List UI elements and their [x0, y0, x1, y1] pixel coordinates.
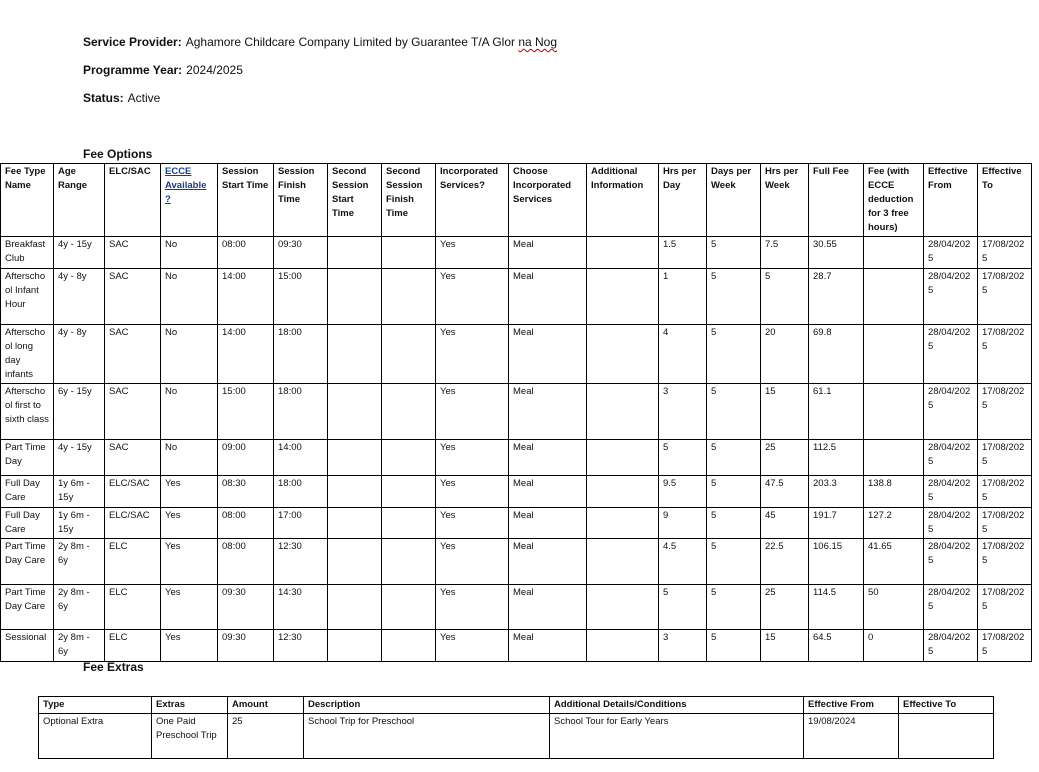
fee-options-cell [864, 384, 924, 440]
fee-options-cell: Meal [509, 585, 587, 630]
fee-options-column-header: Additional Information [587, 164, 659, 237]
fee-options-cell: 14:30 [274, 585, 328, 630]
fee-options-cell [382, 440, 436, 476]
fee-options-cell: 17/08/2025 [978, 476, 1032, 508]
fee-options-column-header: Second Session Finish Time [382, 164, 436, 237]
fee-options-cell: 2y 8m - 6y [54, 585, 105, 630]
fee-options-title: Fee Options [83, 147, 153, 161]
fee-options-cell [587, 476, 659, 508]
fee-options-cell: 14:00 [218, 325, 274, 384]
fee-options-cell: 28/04/2025 [924, 384, 978, 440]
fee-options-cell: 08:00 [218, 539, 274, 585]
fee-options-cell: Yes [161, 508, 218, 539]
fee-options-cell: 106.15 [809, 539, 864, 585]
fee-options-cell: SAC [105, 440, 161, 476]
fee-options-cell: Meal [509, 476, 587, 508]
fee-options-cell: SAC [105, 237, 161, 269]
fee-options-cell: 5 [707, 630, 761, 662]
programme-year-label: Programme Year: [83, 63, 183, 77]
fee-options-column-header: Hrs per Week [761, 164, 809, 237]
fee-options-cell [328, 476, 382, 508]
fee-options-cell: 41.65 [864, 539, 924, 585]
fee-options-column-header: Session Start Time [218, 164, 274, 237]
fee-options-cell: 17/08/2025 [978, 269, 1032, 325]
fee-options-cell: 2y 8m - 6y [54, 630, 105, 662]
fee-options-cell: ELC/SAC [105, 508, 161, 539]
fee-options-cell: Full Day Care [1, 476, 54, 508]
fee-options-cell: 127.2 [864, 508, 924, 539]
fee-options-header-row [1, 164, 1032, 237]
fee-options-cell: Meal [509, 325, 587, 384]
fee-options-column-header: Hrs per Day [659, 164, 707, 237]
fee-options-cell: 17/08/2025 [978, 440, 1032, 476]
fee-options-cell [864, 440, 924, 476]
fee-options-cell: Meal [509, 440, 587, 476]
fee-options-cell: 5 [707, 585, 761, 630]
fee-extras-cell [899, 714, 994, 759]
fee-options-cell: 9 [659, 508, 707, 539]
fee-options-cell: Yes [161, 585, 218, 630]
fee-extras-cell: Optional Extra [39, 714, 152, 759]
fee-options-cell: No [161, 237, 218, 269]
fee-options-cell [328, 585, 382, 630]
fee-extras-cell: One Paid Preschool Trip [152, 714, 228, 759]
fee-extras-row [39, 714, 994, 759]
status-line [83, 91, 160, 105]
fee-options-cell: Yes [436, 585, 509, 630]
fee-options-cell [587, 269, 659, 325]
fee-options-cell [382, 269, 436, 325]
fee-options-row [1, 440, 1032, 476]
fee-options-cell: 5 [707, 508, 761, 539]
fee-options-cell [382, 630, 436, 662]
fee-options-cell: Yes [436, 476, 509, 508]
fee-options-cell: 5 [707, 539, 761, 585]
fee-options-cell: Yes [161, 539, 218, 585]
fee-options-cell: 5 [761, 269, 809, 325]
programme-year-value: 2024/2025 [186, 63, 243, 77]
fee-options-cell: 5 [659, 585, 707, 630]
fee-options-cell: 7.5 [761, 237, 809, 269]
fee-options-cell: Meal [509, 269, 587, 325]
fee-options-cell: ELC [105, 585, 161, 630]
fee-options-cell: Part Time Day [1, 440, 54, 476]
fee-options-cell: 28/04/2025 [924, 269, 978, 325]
fee-options-cell: 114.5 [809, 585, 864, 630]
fee-options-cell: 09:30 [218, 585, 274, 630]
fee-options-cell: 47.5 [761, 476, 809, 508]
fee-options-cell: 28/04/2025 [924, 325, 978, 384]
fee-options-cell [587, 440, 659, 476]
fee-options-cell: Part Time Day Care [1, 585, 54, 630]
fee-options-row [1, 539, 1032, 585]
programme-year-line [83, 63, 243, 77]
fee-options-cell: 17/08/2025 [978, 325, 1032, 384]
fee-options-cell: Meal [509, 539, 587, 585]
fee-options-cell: Full Day Care [1, 508, 54, 539]
fee-options-cell [328, 237, 382, 269]
fee-options-cell: 18:00 [274, 325, 328, 384]
fee-options-cell: Afterschool long day infants [1, 325, 54, 384]
fee-options-cell: Yes [436, 325, 509, 384]
fee-options-row [1, 269, 1032, 325]
fee-options-cell: 5 [707, 440, 761, 476]
fee-options-cell: 1y 6m - 15y [54, 508, 105, 539]
fee-options-cell: Yes [161, 476, 218, 508]
fee-options-cell: 17/08/2025 [978, 585, 1032, 630]
fee-options-cell: 1 [659, 269, 707, 325]
fee-options-cell: 28/04/2025 [924, 539, 978, 585]
fee-options-row [1, 384, 1032, 440]
fee-options-cell [328, 325, 382, 384]
fee-options-column-header: ECCE Available ? [161, 164, 218, 237]
fee-options-cell [328, 440, 382, 476]
fee-options-cell: 4y - 15y [54, 237, 105, 269]
fee-options-cell: Meal [509, 630, 587, 662]
fee-options-cell: SAC [105, 325, 161, 384]
fee-options-cell: 15:00 [274, 269, 328, 325]
fee-options-cell: Meal [509, 384, 587, 440]
fee-options-cell: 9.5 [659, 476, 707, 508]
fee-extras-cell: 25 [228, 714, 304, 759]
fee-options-cell [382, 237, 436, 269]
fee-options-cell: 17/08/2025 [978, 539, 1032, 585]
fee-extras-column-header: Effective From [804, 697, 899, 714]
fee-options-cell: 5 [707, 237, 761, 269]
fee-options-column-header: Age Range [54, 164, 105, 237]
fee-options-column-header: Days per Week [707, 164, 761, 237]
fee-options-cell: 4y - 8y [54, 325, 105, 384]
fee-options-cell: 1y 6m - 15y [54, 476, 105, 508]
fee-options-cell [864, 269, 924, 325]
fee-options-column-header: Session Finish Time [274, 164, 328, 237]
fee-extras-cell: School Trip for Preschool [304, 714, 550, 759]
fee-options-cell: 15:00 [218, 384, 274, 440]
fee-options-cell: Afterschool Infant Hour [1, 269, 54, 325]
fee-options-cell: 17/08/2025 [978, 384, 1032, 440]
fee-options-cell: 5 [707, 325, 761, 384]
fee-options-row [1, 630, 1032, 662]
fee-options-cell [587, 585, 659, 630]
fee-extras-column-header: Additional Details/Conditions [550, 697, 804, 714]
fee-options-cell: 5 [707, 384, 761, 440]
fee-extras-column-header: Description [304, 697, 550, 714]
fee-options-cell: 17/08/2025 [978, 630, 1032, 662]
fee-options-column-header: Second Session Start Time [328, 164, 382, 237]
fee-options-cell: 5 [659, 440, 707, 476]
fee-options-cell: 28/04/2025 [924, 585, 978, 630]
fee-options-cell [864, 325, 924, 384]
fee-options-column-header: Effective From [924, 164, 978, 237]
fee-options-cell [587, 508, 659, 539]
fee-options-cell: Meal [509, 237, 587, 269]
fee-options-cell [382, 508, 436, 539]
fee-options-cell: 45 [761, 508, 809, 539]
fee-options-cell: 17/08/2025 [978, 237, 1032, 269]
fee-options-cell: 15 [761, 630, 809, 662]
fee-extras-header-row [39, 697, 994, 714]
fee-options-cell: 0 [864, 630, 924, 662]
fee-options-cell [587, 237, 659, 269]
fee-options-cell: 191.7 [809, 508, 864, 539]
fee-options-cell: 6y - 15y [54, 384, 105, 440]
fee-options-row [1, 508, 1032, 539]
fee-options-cell: ELC [105, 539, 161, 585]
fee-options-row [1, 585, 1032, 630]
fee-options-cell: 3 [659, 630, 707, 662]
fee-options-cell: 30.55 [809, 237, 864, 269]
fee-options-cell: 08:30 [218, 476, 274, 508]
fee-options-cell [328, 630, 382, 662]
fee-options-cell: 1.5 [659, 237, 707, 269]
fee-options-cell: 25 [761, 440, 809, 476]
fee-options-cell: 18:00 [274, 476, 328, 508]
fee-options-cell: 18:00 [274, 384, 328, 440]
fee-options-cell: 2y 8m - 6y [54, 539, 105, 585]
fee-options-cell: ELC [105, 630, 161, 662]
fee-options-cell [382, 384, 436, 440]
fee-options-cell: Yes [436, 630, 509, 662]
fee-options-cell [587, 325, 659, 384]
fee-extras-column-header: Extras [152, 697, 228, 714]
fee-options-cell [328, 269, 382, 325]
fee-options-cell: 61.1 [809, 384, 864, 440]
status-label: Status: [83, 91, 124, 105]
fee-options-cell: 3 [659, 384, 707, 440]
fee-options-cell [587, 539, 659, 585]
fee-options-cell: 5 [707, 269, 761, 325]
fee-options-cell: Breakfast Club [1, 237, 54, 269]
fee-options-cell: 28/04/2025 [924, 476, 978, 508]
fee-options-row [1, 237, 1032, 269]
fee-options-cell: 12:30 [274, 630, 328, 662]
fee-extras-title: Fee Extras [83, 660, 144, 674]
fee-options-cell: SAC [105, 269, 161, 325]
fee-options-cell: Yes [161, 630, 218, 662]
fee-options-cell: No [161, 325, 218, 384]
fee-options-cell: 4.5 [659, 539, 707, 585]
service-provider-value: Aghamore Childcare Company Limited by Guarantee T/A Glor na Nog [185, 35, 558, 49]
status-value: Active [127, 91, 161, 105]
fee-options-cell: 64.5 [809, 630, 864, 662]
fee-options-cell: 14:00 [274, 440, 328, 476]
fee-options-cell: 09:30 [218, 630, 274, 662]
fee-options-cell [587, 384, 659, 440]
fee-options-cell: 4 [659, 325, 707, 384]
fee-options-cell [864, 237, 924, 269]
fee-options-cell: 09:30 [274, 237, 328, 269]
fee-options-cell: Sessional [1, 630, 54, 662]
fee-options-cell: 14:00 [218, 269, 274, 325]
fee-options-column-header: Fee (with ECCE deduction for 3 free hours) [864, 164, 924, 237]
fee-options-cell: 17/08/2025 [978, 508, 1032, 539]
fee-options-cell: Yes [436, 269, 509, 325]
fee-options-cell: No [161, 440, 218, 476]
fee-options-cell: 15 [761, 384, 809, 440]
fee-options-cell: Part Time Day Care [1, 539, 54, 585]
fee-options-cell: 08:00 [218, 237, 274, 269]
fee-options-column-header: Incorporated Services? [436, 164, 509, 237]
fee-options-cell [328, 539, 382, 585]
fee-options-cell: 20 [761, 325, 809, 384]
fee-options-cell: 112.5 [809, 440, 864, 476]
fee-options-cell: Yes [436, 384, 509, 440]
fee-options-cell [328, 508, 382, 539]
fee-options-cell: 50 [864, 585, 924, 630]
fee-options-column-header: Full Fee [809, 164, 864, 237]
fee-extras-cell: 19/08/2024 [804, 714, 899, 759]
fee-options-column-header: Effective To [978, 164, 1032, 237]
fee-options-cell: 28/04/2025 [924, 237, 978, 269]
fee-extras-cell: School Tour for Early Years [550, 714, 804, 759]
service-provider-line [83, 35, 557, 49]
fee-options-cell: Yes [436, 508, 509, 539]
fee-options-cell: Yes [436, 237, 509, 269]
fee-options-cell: Meal [509, 508, 587, 539]
fee-options-column-header: Choose Incorporated Services [509, 164, 587, 237]
fee-options-cell [382, 585, 436, 630]
fee-options-cell [382, 539, 436, 585]
fee-options-cell: Yes [436, 440, 509, 476]
fee-options-cell [587, 630, 659, 662]
fee-options-table [0, 163, 1032, 662]
fee-extras-table [38, 696, 994, 759]
service-provider-label: Service Provider: [83, 35, 182, 49]
fee-options-cell: 28.7 [809, 269, 864, 325]
fee-options-column-header: ELC/SAC [105, 164, 161, 237]
fee-options-cell: Yes [436, 539, 509, 585]
fee-options-cell: 28/04/2025 [924, 440, 978, 476]
fee-options-cell: 22.5 [761, 539, 809, 585]
fee-options-cell: 25 [761, 585, 809, 630]
fee-options-row [1, 325, 1032, 384]
fee-options-cell: Afterschool first to sixth class [1, 384, 54, 440]
fee-options-cell: 08:00 [218, 508, 274, 539]
fee-options-cell: ELC/SAC [105, 476, 161, 508]
fee-options-cell: 17:00 [274, 508, 328, 539]
fee-extras-column-header: Type [39, 697, 152, 714]
fee-options-cell: SAC [105, 384, 161, 440]
fee-options-cell: 12:30 [274, 539, 328, 585]
fee-options-row [1, 476, 1032, 508]
fee-options-cell: 5 [707, 476, 761, 508]
fee-options-cell [328, 384, 382, 440]
fee-options-cell [382, 325, 436, 384]
fee-extras-column-header: Amount [228, 697, 304, 714]
fee-options-cell: 138.8 [864, 476, 924, 508]
fee-options-cell: 28/04/2025 [924, 508, 978, 539]
fee-options-cell: 09:00 [218, 440, 274, 476]
fee-options-cell: 69.8 [809, 325, 864, 384]
fee-options-cell: 203.3 [809, 476, 864, 508]
fee-options-column-header: Fee Type Name [1, 164, 54, 237]
fee-options-cell: No [161, 269, 218, 325]
fee-options-cell [382, 476, 436, 508]
fee-options-cell: No [161, 384, 218, 440]
fee-options-cell: 4y - 8y [54, 269, 105, 325]
fee-options-cell: 4y - 15y [54, 440, 105, 476]
fee-options-cell: 28/04/2025 [924, 630, 978, 662]
fee-extras-column-header: Effective To [899, 697, 994, 714]
